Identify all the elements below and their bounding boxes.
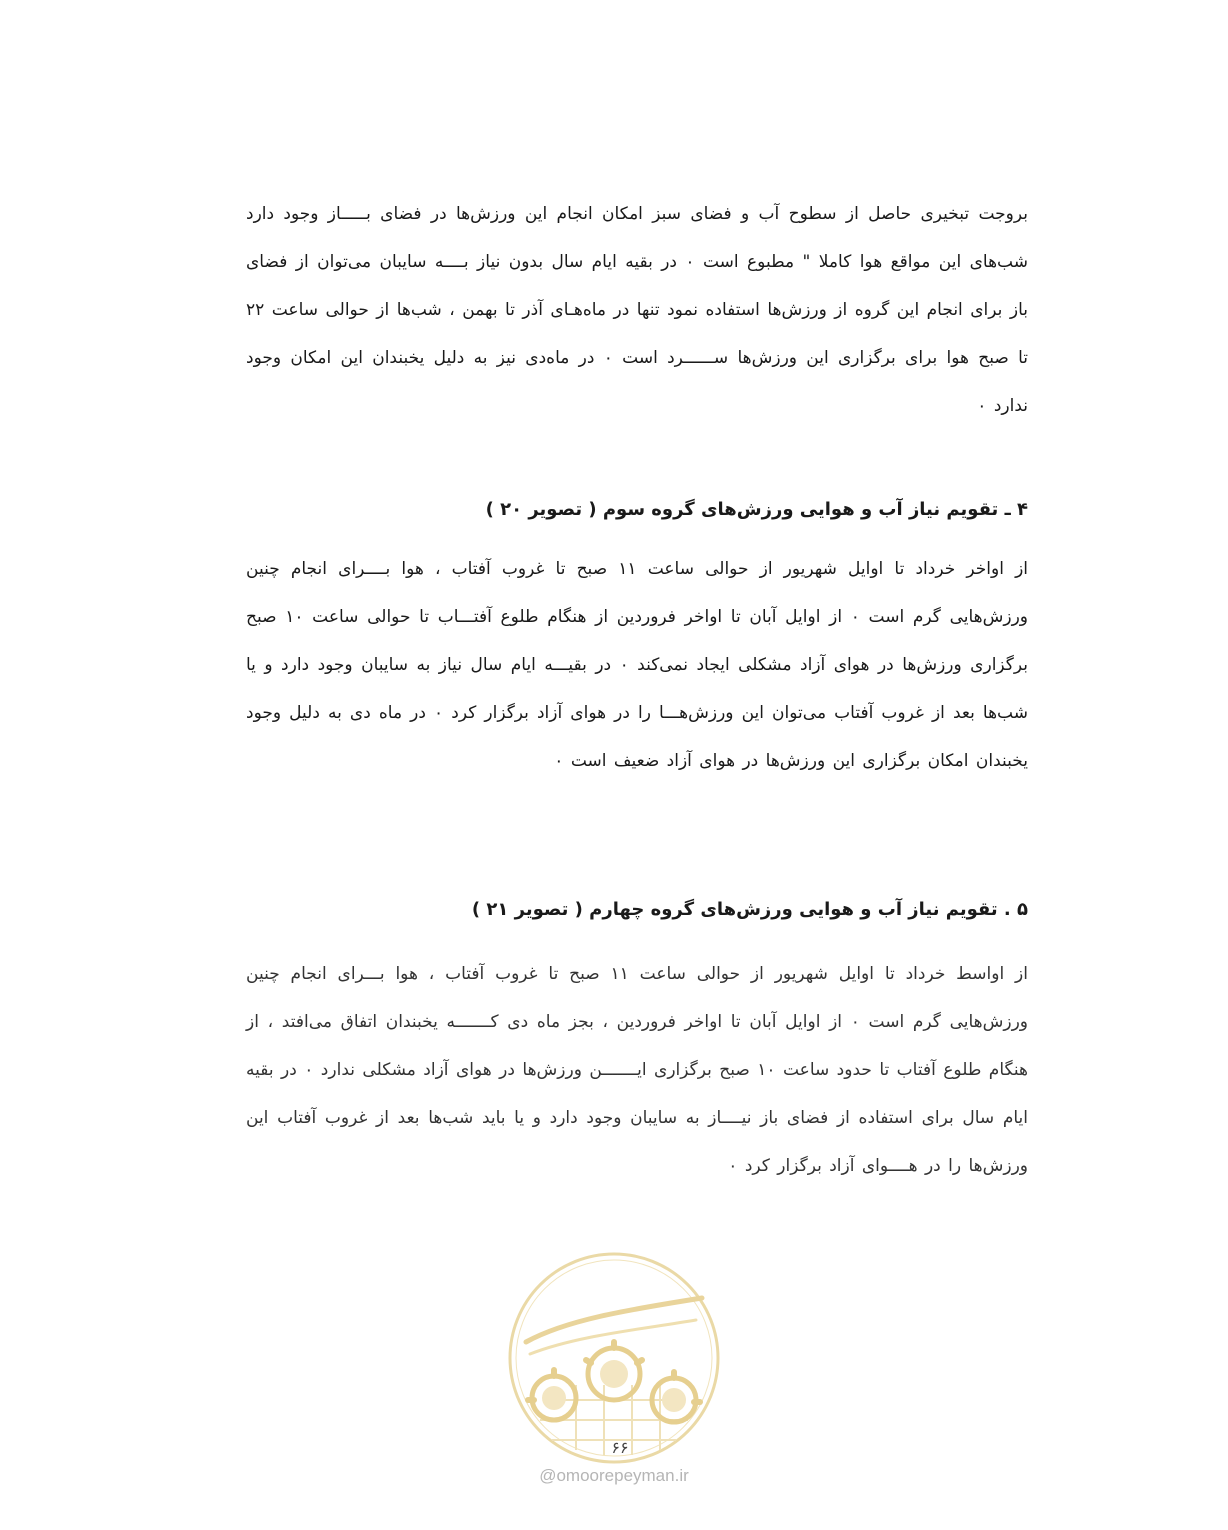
paragraph-group-three: از اواخر خرداد تا اوایل شهریور از حوالی ساعت ۱۱ صبح تا غروب آفتاب ، هوا بــــرای انجام چنین ورزش‌هایی گرم است ۰ از اوایل آبان تا اواخر فروردین از هنگام طلوع آفتـــاب تا حوالی ساعت ۱۰ صبح برگزاری ورزش‌ها در هوای آزاد مشکلی ایجاد نمی‌کند ۰ در بقیـــه ایام سال نیاز به سایبان وجود دارد و یا شب‌ها بعد از غروب آفتاب می‌توان این ورزش‌هـــا را در هوای آزاد برگزار کرد ۰ در ماه دی به دلیل وجود یخبندان امکان برگزاری این ورزش‌ها در هوای آزاد ضعیف است ۰ [246, 559, 1029, 771]
section-heading-4: ۴ ـ تقویم نیاز آب و هوایی ورزش‌های گروه سوم ( تصویر ۲۰ ) [485, 499, 1028, 520]
paragraph-intro: بروجت تبخیری حاصل از سطوح آب و فضای سبز امکان انجام این ورزش‌ها در فضای بـــــاز وجود دارد شب‌های این مواقع هوا کاملا " مطبوع است ۰ در بقیه ایام سال بدون نیاز بــــه سایبان می‌توان از فضای باز برای انجام این گروه از ورزش‌ها استفاده نمود تنها در ماه‌هـای آذر تا بهمن ، شب‌ها از حوالی ساعت ۲۲ تا صبح هوا برای برگزاری این ورزش‌ها ســــــرد است ۰ در ماه‌دی نیز به دلیل یخبندان این امکان وجود ندارد ۰ [246, 204, 1028, 416]
watermark-seal-icon [506, 1250, 722, 1466]
section-heading-5: ۵ . تقویم نیاز آب و هوایی ورزش‌های گروه چهارم ( تصویر ۲۱ ) [471, 899, 1028, 920]
watermark-url: @omoorepeyman.ir [539, 1466, 689, 1485]
paragraph-group-four: از اواسط خرداد تا اوایل شهریور از حوالی ساعت ۱۱ صبح تا غروب آفتاب ، هوا بـــرای انجام چنین ورزش‌هایی گرم است ۰ از اوایل آبان تا اواخر فروردین ، بجز ماه دی کـــــــه یخبندان اتفاق می‌افتد ، از هنگام طلوع آفتاب تا حدود ساعت ۱۰ صبح برگزاری ایـــــــن ورزش‌ها در هوای آزاد مشکلی ندارد ۰ در بقیه ایام سال برای استفاده از فضای باز نیــــاز به سایبان وجود دارد و یا باید شب‌ها بعد از غروب آفتاب این ورزش‌ها را در هــــوای آزاد برگزار کرد ۰ [246, 964, 1028, 1176]
page-number: ۶۶ [611, 1438, 629, 1457]
